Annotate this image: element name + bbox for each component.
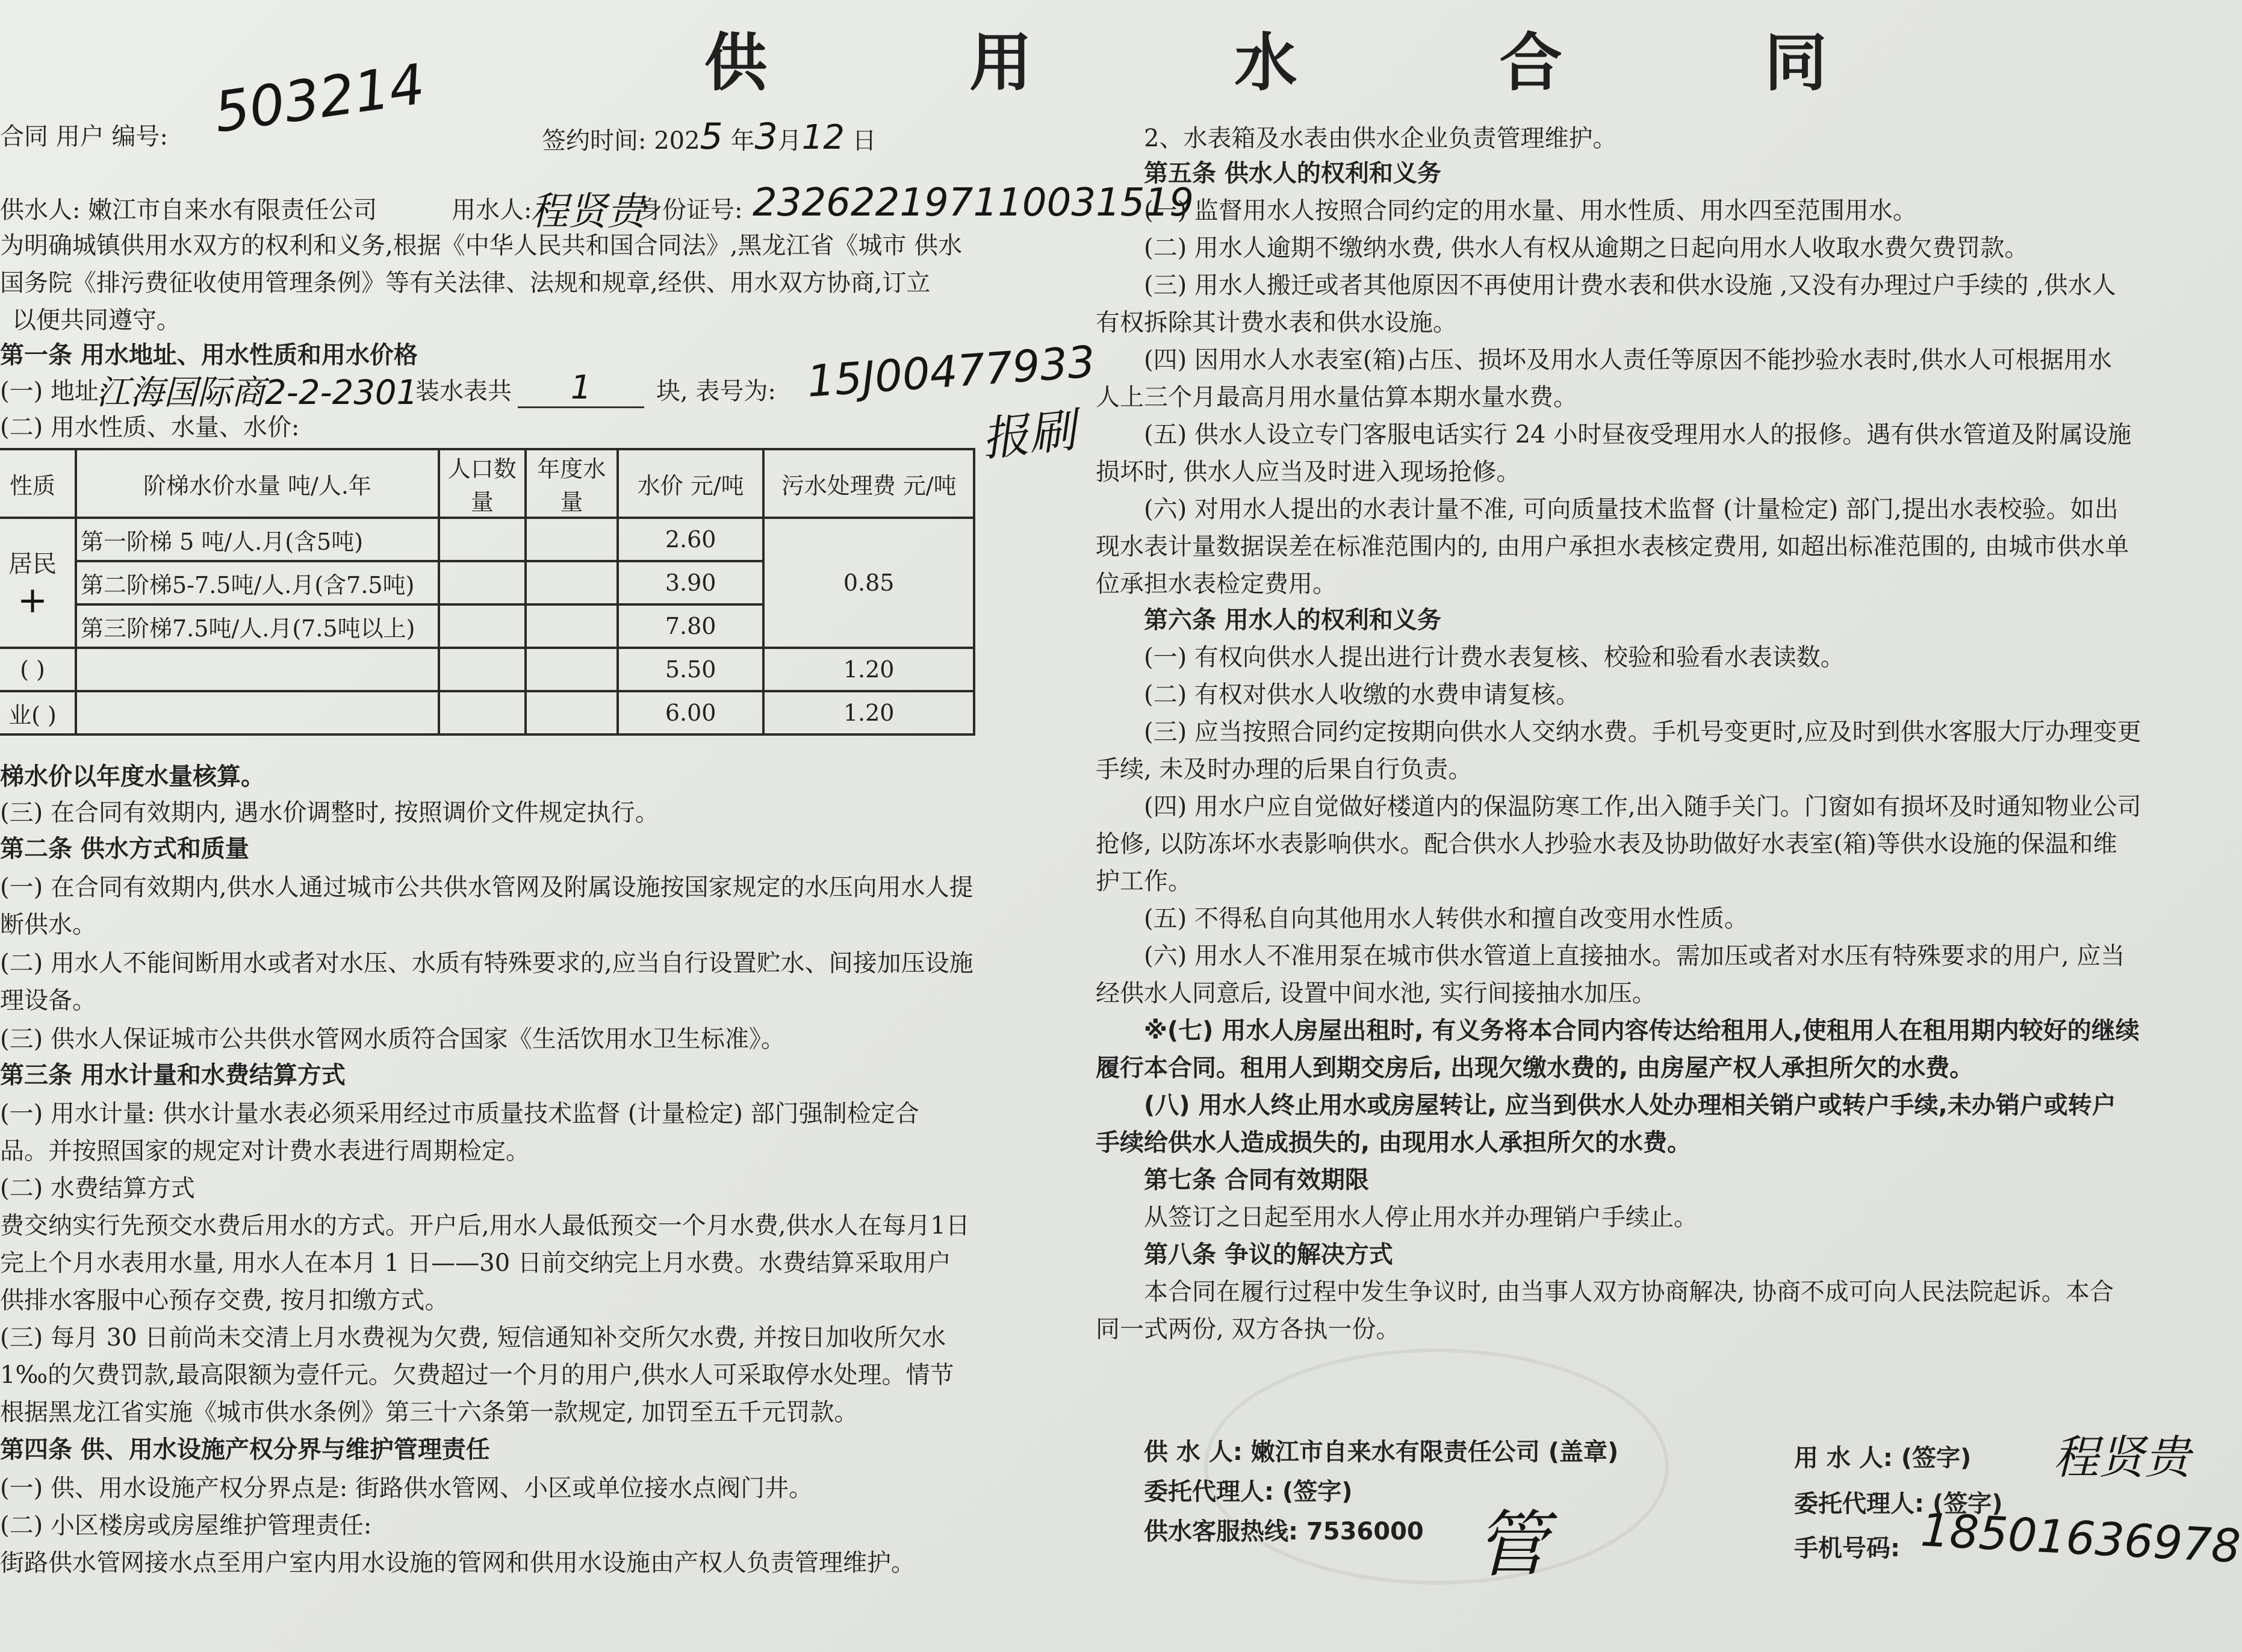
meter-label: 装水表共 bbox=[415, 377, 512, 405]
id-number-handwritten: 232622197110031519 bbox=[753, 181, 1194, 225]
article-2-heading: 第二条 供水方式和质量 bbox=[0, 835, 249, 863]
meter-no-label: 块, 表号为: bbox=[656, 377, 776, 405]
row-5-population bbox=[439, 691, 526, 734]
row-5-volume bbox=[526, 691, 618, 734]
tier-2-price: 3.90 bbox=[618, 561, 763, 604]
table-row bbox=[0, 648, 974, 691]
signature-user-label: 用 水 人: (签字) bbox=[1794, 1444, 1972, 1472]
contract-title: 供 用 水 合 同 bbox=[704, 25, 1918, 99]
table-header: 人口数量 bbox=[439, 449, 526, 518]
resident-cell bbox=[0, 518, 76, 648]
article-6-line: 抢修, 以防冻坏水表影响供水。配合供水人抄验水表及协助做好水表室(箱)等供水设施的保温和维 bbox=[1096, 830, 2117, 858]
meter-count: 1 bbox=[518, 368, 644, 408]
article-8-heading: 第八条 争议的解决方式 bbox=[1144, 1241, 1393, 1268]
row-5-tier bbox=[76, 691, 439, 734]
table-row bbox=[0, 518, 974, 561]
article-3-line: (一) 用水计量: 供水计量水表必须采用经过市质量技术监督 (计量检定) 部门强制检定合 bbox=[0, 1100, 919, 1128]
sign-date-m: 月 bbox=[777, 127, 802, 155]
article-1-2: (二) 用水性质、水量、水价: bbox=[0, 414, 300, 441]
article-6-bold-line: (八) 用水人终止用水或房屋转让, 应当到供水人处办理相关销户或转户手续,未办销户或转户 bbox=[1144, 1092, 2116, 1119]
agent-signature-scribble: 管 bbox=[1475, 1503, 1547, 1587]
table-header: 污水处理费 元/吨 bbox=[763, 449, 974, 518]
row-4-volume bbox=[526, 648, 618, 691]
note-line-1: 梯水价以年度水量核算。 bbox=[0, 763, 265, 790]
tier-1-population bbox=[439, 518, 526, 561]
article-2-line: 理设备。 bbox=[0, 987, 96, 1014]
intro-line-2: 国务院《排污费征收使用管理条例》等有关法律、法规和规章,经供、用水双方协商,订立 bbox=[0, 269, 931, 297]
article-5-line: (二) 用水人逾期不缴纳水费, 供水人有权从逾期之日起向用水人收取水费欠费罚款。 bbox=[1144, 234, 2029, 262]
article-2-line: (二) 用水人不能间断用水或者对水压、水质有特殊要求的,应当自行设置贮水、间接加压设施 bbox=[0, 949, 974, 977]
signature-supplier: 供 水 人: 嫩江市自来水有限责任公司 (盖章) bbox=[1144, 1438, 1619, 1466]
article-6-line: 手续, 未及时办理的后果自行负责。 bbox=[1096, 756, 1473, 783]
table-header: 阶梯水价水量 吨/人.年 bbox=[76, 449, 439, 518]
sign-date-year: 5 bbox=[700, 116, 723, 158]
article-6-bold-line: ※(七) 用水人房屋出租时, 有义务将本合同内容传达给租用人,使租用人在租用期内较好的继续 bbox=[1144, 1017, 2140, 1045]
id-label: 身份证号: bbox=[638, 196, 743, 224]
supplier-label: 供水人: 嫩江市自来水有限责任公司 bbox=[0, 196, 377, 224]
row-4-type: ( ) bbox=[0, 648, 76, 691]
row-4-price: 5.50 bbox=[618, 648, 763, 691]
article-2-line: (一) 在合同有效期内,供水人通过城市公共供水管网及附属设施按国家规定的水压向用水人提 bbox=[0, 874, 974, 901]
table-row bbox=[0, 691, 974, 734]
signature-user-value: 程贤贵 bbox=[2053, 1430, 2190, 1484]
article-6-line: (四) 用水户应自觉做好楼道内的保温防寒工作,出入随手关门。门窗如有损坏及时通知物业公司 bbox=[1144, 793, 2141, 821]
article-5-heading: 第五条 供水人的权利和义务 bbox=[1144, 160, 1441, 187]
article-5-line: 人上三个月最高月用水量估算本期水量水费。 bbox=[1096, 384, 1577, 411]
row-4-tier bbox=[76, 648, 439, 691]
article-7-line: 从签订之日起至用水人停止用水并办理销户手续止。 bbox=[1144, 1203, 1698, 1231]
row-4-sewage: 1.20 bbox=[763, 648, 974, 691]
article-5-line: (四) 因用水人水表室(箱)占压、损坏及用水人责任等原因不能抄验水表时,供水人可根据用水 bbox=[1144, 346, 2112, 374]
meter-number: 15J00477933 bbox=[805, 336, 1097, 407]
article-6-line: (二) 有权对供水人收缴的水费申请复核。 bbox=[1144, 681, 1580, 709]
article-7-heading: 第七条 合同有效期限 bbox=[1144, 1166, 1369, 1194]
tier-2-name: 第二阶梯5-7.5吨/人.月(含7.5吨) bbox=[76, 561, 439, 604]
resident-label: 居民 bbox=[8, 550, 57, 578]
tier-3-population bbox=[439, 604, 526, 648]
article-5-line: 位承担水表检定费用。 bbox=[1096, 570, 1337, 598]
sign-date-label: 签约时间: 202 bbox=[542, 127, 700, 155]
sign-date-d: 日 bbox=[852, 127, 877, 155]
intro-line-3: 以便共同遵守。 bbox=[12, 306, 181, 334]
sign-date-month: 3 bbox=[754, 116, 778, 158]
tier-2-volume bbox=[526, 561, 618, 604]
resident-mark: + bbox=[17, 579, 48, 621]
article-6-line: 护工作。 bbox=[1096, 868, 1192, 895]
intro-line-1: 为明确城镇供用水双方的权利和义务,根据《中华人民共和国合同法》,黑龙江省《城市 供水 bbox=[0, 232, 963, 259]
sign-date-y: 年 bbox=[730, 127, 755, 155]
article-5-line: 损坏时, 供水人应当及时进入现场抢修。 bbox=[1096, 458, 1521, 486]
article-2-line: (三) 供水人保证城市公共供水管网水质符合国家《生活饮用水卫生标准》。 bbox=[0, 1025, 785, 1053]
article-4-line: (一) 供、用水设施产权分界点是: 街路供水管网、小区或单位接水点阀门井。 bbox=[0, 1474, 813, 1502]
right-line: 2、水表箱及水表由供水企业负责管理维护。 bbox=[1144, 125, 1617, 152]
tier-1-volume bbox=[526, 518, 618, 561]
article-3-heading: 第三条 用水计量和水费结算方式 bbox=[0, 1061, 346, 1089]
article-5-line: 有权拆除其计费水表和供水设施。 bbox=[1096, 309, 1457, 337]
signature-agent-1: 委托代理人: (签字) bbox=[1144, 1478, 1353, 1506]
tier-3-volume bbox=[526, 604, 618, 648]
article-5-line: 现水表计量数据误差在标准范围内的, 由用户承担水表核定费用, 如超出标准范围的, 由城市供水单 bbox=[1096, 533, 2129, 560]
article-8-line: 本合同在履行过程中发生争议时, 由当事人双方协商解决, 协商不成可向人民法院起诉。本合 bbox=[1144, 1278, 2114, 1306]
article-5-line: (一) 监督用水人按照合同约定的用水量、用水性质、用水四至范围用水。 bbox=[1144, 197, 1917, 225]
article-3-line: (三) 每月 30 日前尚未交清上月水费视为欠费, 短信通知补交所欠水费, 并按日加收所欠水 bbox=[0, 1324, 946, 1352]
article-2-line: 断供水。 bbox=[0, 911, 96, 939]
tier-1-name: 第一阶梯 5 吨/人.月(含5吨) bbox=[76, 518, 439, 561]
article-6-line: (一) 有权向供水人提出进行计费水表复核、校验和验看水表读数。 bbox=[1144, 644, 1845, 671]
note-line-2: (三) 在合同有效期内, 遇水价调整时, 按照调价文件规定执行。 bbox=[0, 799, 659, 827]
article-1-heading: 第一条 用水地址、用水性质和用水价格 bbox=[0, 341, 418, 369]
price-table bbox=[0, 448, 975, 736]
article-3-line: 品。并按照国家的规定对计费水表进行周期检定。 bbox=[0, 1137, 530, 1165]
tier-1-price: 2.60 bbox=[618, 518, 763, 561]
article-3-line: 根据黑龙江省实施《城市供水条例》第三十六条第一款规定, 加罚至五千元罚款。 bbox=[0, 1399, 859, 1426]
user-name-handwritten: 程贤贵 bbox=[530, 190, 645, 234]
table-header: 水价 元/吨 bbox=[618, 449, 763, 518]
tier-2-population bbox=[439, 561, 526, 604]
article-6-heading: 第六条 用水人的权利和义务 bbox=[1144, 606, 1441, 634]
sign-date-day: 12 bbox=[801, 118, 845, 157]
address-label: (一) 地址: bbox=[0, 377, 107, 405]
article-4-line: (二) 小区楼房或房屋维护管理责任: bbox=[0, 1512, 372, 1539]
meter-note: 报刷 bbox=[979, 403, 1079, 467]
article-5-line: (六) 对用水人提出的水表计量不准, 可向质量技术监督 (计量检定) 部门,提出水表校验。如出 bbox=[1144, 495, 2119, 523]
tier-3-price: 7.80 bbox=[618, 604, 763, 648]
article-5-line: (三) 用水人搬迁或者其他原因不再使用计费水表和供水设施 ,又没有办理过户手续的 ,供水人 bbox=[1144, 272, 2116, 299]
phone-value: 18501636978 bbox=[1919, 1503, 2242, 1573]
phone-label: 手机号码: bbox=[1794, 1535, 1900, 1562]
resident-sewage: 0.85 bbox=[763, 518, 974, 648]
article-6-bold-line: 履行本合同。租用人到期交房后, 出现欠缴水费的, 由房屋产权人承担所欠的水费。 bbox=[1096, 1054, 1974, 1082]
service-hotline: 供水客服热线: 7536000 bbox=[1144, 1518, 1424, 1545]
tier-3-name: 第三阶梯7.5吨/人.月(7.5吨以上) bbox=[76, 604, 439, 648]
article-3-line: (二) 水费结算方式 bbox=[0, 1175, 195, 1202]
signature-agent-2: 委托代理人: (签字) bbox=[1794, 1490, 2003, 1518]
table-header: 年度水量 bbox=[526, 449, 618, 518]
row-5-price: 6.00 bbox=[618, 691, 763, 734]
table-header: 性质 bbox=[0, 449, 76, 518]
article-6-bold-line: 手续给供水人造成损失的, 由现用水人承担所欠的水费。 bbox=[1096, 1129, 1692, 1157]
left-column bbox=[0, 0, 1097, 1652]
article-6-line: (六) 用水人不准用泵在城市供水管道上直接抽水。需加压或者对水压有特殊要求的用户, 应当 bbox=[1144, 942, 2125, 970]
row-5-sewage: 1.20 bbox=[763, 691, 974, 734]
article-4-heading: 第四条 供、用水设施产权分界与维护管理责任 bbox=[0, 1436, 490, 1464]
article-8-line: 同一式两份, 双方各执一份。 bbox=[1096, 1315, 1400, 1343]
contract-no-value: 503214 bbox=[210, 52, 429, 145]
article-5-line: (五) 供水人设立专门客服电话实行 24 小时昼夜受理用水人的报修。遇有供水管道及附属设施 bbox=[1144, 421, 2132, 449]
row-5-type: 业( ) bbox=[0, 691, 76, 734]
article-6-line: (五) 不得私自向其他用水人转供水和擅自改变用水性质。 bbox=[1144, 905, 1748, 933]
article-3-line: 完上个月水表用水量, 用水人在本月 1 日——30 日前交纳完上月水费。水费结算采取用户 bbox=[0, 1249, 951, 1277]
contract-no-label: 合同 用户 编号: bbox=[0, 123, 168, 151]
user-label: 用水人: bbox=[452, 196, 532, 224]
article-3-line: 费交纳实行先预交水费后用水的方式。开户后,用水人最低预交一个月水费,供水人在每月1日 bbox=[0, 1212, 970, 1240]
address-value: 江海国际商2-2-2301 bbox=[96, 373, 418, 412]
article-6-line: (三) 应当按照合同约定按期向供水人交纳水费。手机号变更时,应及时到供水客服大厅办理变更 bbox=[1144, 718, 2141, 746]
article-4-line: 街路供水管网接水点至用户室内用水设施的管网和供用水设施由产权人负责管理维护。 bbox=[0, 1549, 915, 1577]
article-3-line: 1‰的欠费罚款,最高限额为壹仟元。欠费超过一个月的用户,供水人可采取停水处理。情节 bbox=[0, 1361, 954, 1389]
row-4-population bbox=[439, 648, 526, 691]
article-3-line: 供排水客服中心预存交费, 按月扣缴方式。 bbox=[0, 1287, 449, 1314]
article-6-line: 经供水人同意后, 设置中间水池, 实行间接抽水加压。 bbox=[1096, 980, 1656, 1007]
